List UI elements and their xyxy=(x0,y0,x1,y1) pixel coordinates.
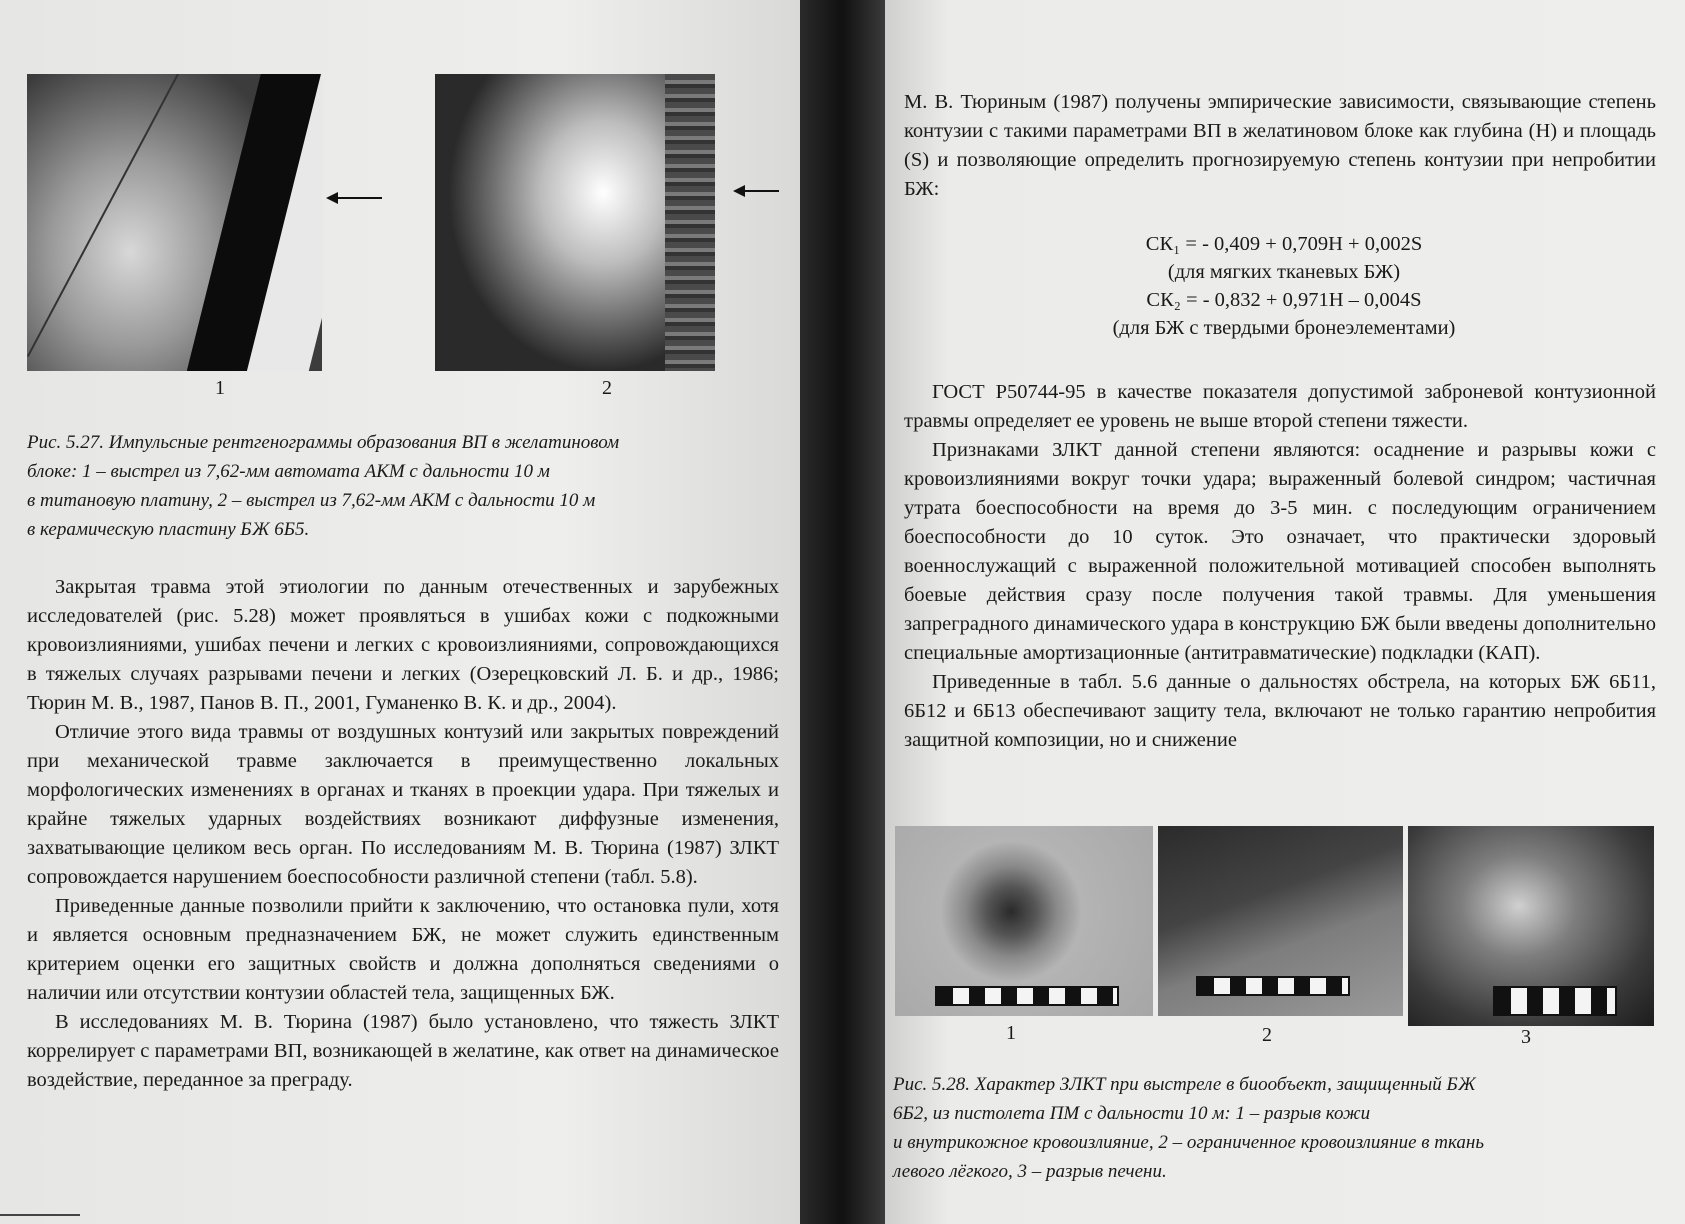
xray-image-2 xyxy=(435,74,715,371)
formula-block xyxy=(904,230,1664,342)
formula-line: СК₁ = - 0,409 + 0,709Н + 0,002S xyxy=(1145,233,1423,255)
arrow-marker-1 xyxy=(328,197,382,199)
xray-image-1 xyxy=(27,74,322,371)
figure-panel-label: 1 xyxy=(215,377,225,399)
photo-skin-rupture xyxy=(895,826,1153,1016)
caption-line: и внутрикожное кровоизлияние, 2 – ограниченное кровоизлияние в ткань xyxy=(893,1132,1484,1153)
figure-panel-label: 1 xyxy=(1006,1022,1016,1044)
caption-line: в керамическую пластину БЖ 6Б5. xyxy=(27,519,310,540)
caption-line: в титановую платину, 2 – выстрел из 7,62-мм АКМ с дальности 10 м xyxy=(27,490,596,511)
right-intro-text xyxy=(904,88,1656,204)
caption-line: Рис. 5.27. Импульсные рентгенограммы образования ВП в желатиновом xyxy=(27,432,620,453)
photo-lung-hemorrhage xyxy=(1158,826,1403,1016)
book-gutter xyxy=(800,0,885,1224)
paragraph: Закрытая травма этой этиологии по данным отечественных и зарубежных исследователей (рис. 5.28) может проявляться в ушибах кожи с подкожными кровоизлияниями, ушибах печени и легких с кровоизлияниями, сопровождающихся в тяжелых случаях разрывами печени и легких (Озерецковский Л. Б. и др., 1986; Тюрин М. В., 1987, Панов В. П., 2001, Гуманенко В. К. и др., 2004). xyxy=(27,576,779,714)
figure-caption-528 xyxy=(893,1070,1673,1186)
paragraph: В исследованиях М. В. Тюрина (1987) было установлено, что тяжесть ЗЛКТ коррелирует с параметрами ВП, возникающей в желатине, как ответ на динамическое воздействие, переданное за преграду. xyxy=(27,1011,779,1091)
scale-ruler xyxy=(1196,976,1350,996)
paragraph: Приведенные в табл. 5.6 данные о дальностях обстрела, на которых БЖ 6Б11, 6Б12 и 6Б13 обеспечивают защиту тела, включают не только гарантию непробития защитной композиции, но и снижение xyxy=(904,671,1656,751)
scale-ruler xyxy=(1493,986,1617,1016)
formula-line: СК₂ = - 0,832 + 0,971Н – 0,004S xyxy=(1146,289,1422,311)
figure-panel-label: 3 xyxy=(1521,1026,1531,1048)
figure-panel-label: 2 xyxy=(602,377,612,399)
paragraph: М. В. Тюриным (1987) получены эмпирические зависимости, связывающие степень контузии с такими параметрами ВП в желатиновом блоке как глубина (Н) и площадь (S) и позволяющие определить прогнозируемую степень контузии при непробитии БЖ: xyxy=(904,91,1656,200)
formula-note: (для мягких тканевых БЖ) xyxy=(1167,261,1401,283)
caption-line: блоке: 1 – выстрел из 7,62-мм автомата АКМ с дальности 10 м xyxy=(27,461,550,482)
paragraph: Отличие этого вида травмы от воздушных контузий или закрытых повреждений при механической травме заключается в преимущественно локальных морфологических изменениях в органах и тканях в проекции удара. При тяжелых и крайне тяжелых ударных воздействиях возникают диффузные изменения, захватывающие целиком весь орган. По исследованиям М. В. Тюрина (1987) ЗЛКТ сопровождается нарушением боеспособности различной степени (табл. 5.8). xyxy=(27,721,779,888)
figure-caption-527 xyxy=(27,428,797,544)
paragraph: Приведенные данные позволили прийти к заключению, что остановка пули, хотя и является основным предназначением БЖ, не может служить единственным критерием оценки его защитных свойств и должна дополняться сведениями о наличии или отсутствии контузии областей тела, защищенных БЖ. xyxy=(27,895,779,1004)
paragraph: Признаками ЗЛКТ данной степени являются: осаднение и разрывы кожи с кровоизлияниями вокруг точки удара; выраженный болевой синдром; частичная утрата боеспособности на время до 3-5 мин. с последующим ограничением боеспособности до 10 суток. Это означает, что практически здоровый военнослужащий с выраженной положительной мотивацией способен выполнять боевые действия сразу после получения такой травмы. Для уменьшения запреградного динамического удара в конструкцию БЖ были введены дополнительно специальные амортизационные (антитравматические) подкладки (КАП). xyxy=(904,439,1656,664)
page-corner-rule xyxy=(0,1214,80,1216)
left-body-text xyxy=(27,573,779,1095)
paragraph: ГОСТ Р50744-95 в качестве показателя допустимой заброневой контузионной травмы определяет ее уровень не выше второй степени тяжести. xyxy=(904,381,1656,432)
figure-panel-label: 2 xyxy=(1262,1024,1272,1046)
caption-line: 6Б2, из пистолета ПМ с дальности 10 м: 1 – разрыв кожи xyxy=(893,1103,1371,1124)
caption-line: Рис. 5.28. Характер ЗЛКТ при выстреле в биообъект, защищенный БЖ xyxy=(893,1074,1476,1095)
formula-note: (для БЖ с твердыми бронеэлементами) xyxy=(1112,317,1456,339)
arrow-marker-2 xyxy=(735,190,779,192)
right-body-text xyxy=(904,378,1656,755)
photo-liver-rupture xyxy=(1408,826,1654,1026)
scale-ruler xyxy=(935,986,1119,1006)
caption-line: левого лёгкого, 3 – разрыв печени. xyxy=(893,1161,1167,1182)
